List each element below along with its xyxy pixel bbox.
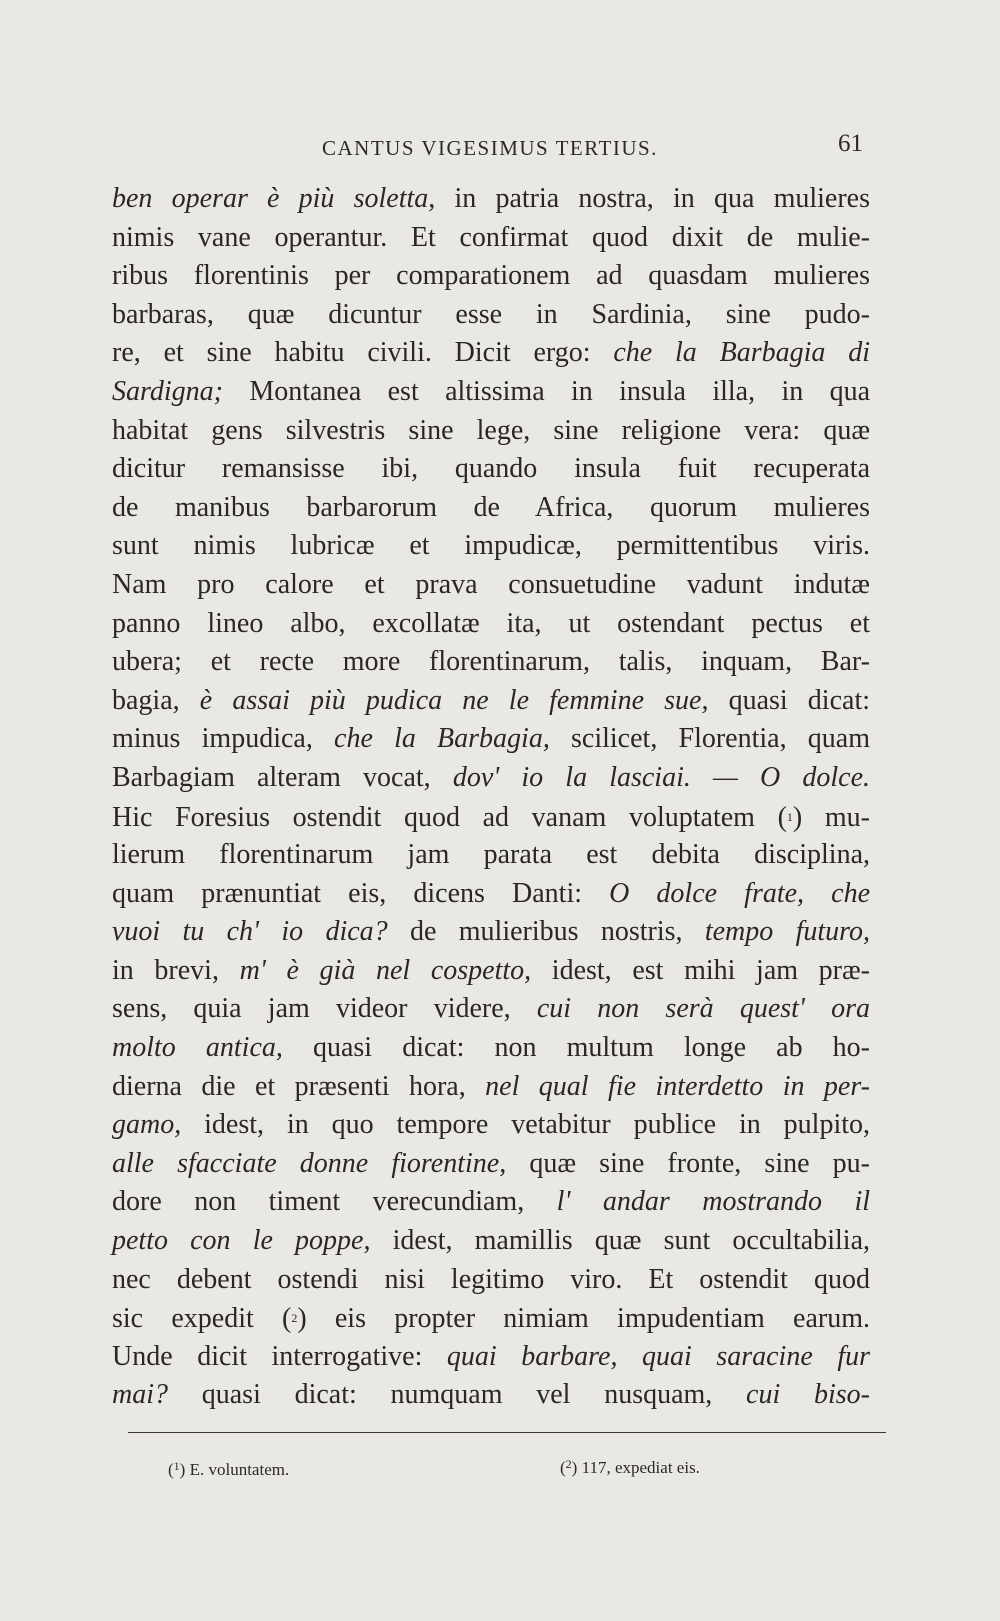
footnote-ref: 1 xyxy=(786,809,793,824)
footnote-2-mark: 2 xyxy=(565,1457,572,1471)
running-head xyxy=(0,130,1000,170)
italic-quote: m' è già nel cospetto, xyxy=(239,954,532,986)
text-line xyxy=(112,489,870,528)
text-run: ) eis propter nimiam impudentiam earum. xyxy=(297,1303,871,1335)
body-text xyxy=(112,180,870,1415)
text-run: quam prænuntiat eis, dicens Danti: xyxy=(112,877,610,909)
italic-quote: vuoi tu ch' io dica? xyxy=(112,916,388,948)
text-run: panno lineo albo, excollatæ ita, ut ostendant pectus et xyxy=(112,607,870,639)
italic-quote: tempo futuro, xyxy=(704,916,871,948)
italic-quote: che la Barbagia, xyxy=(334,723,550,755)
text-line xyxy=(112,527,870,566)
text-line xyxy=(112,219,870,258)
text-run: de manibus barbarorum de Africa, quorum mulieres xyxy=(112,491,870,523)
text-run: nec debent ostendi nisi legitimo viro. Et ostendit quod xyxy=(112,1263,870,1295)
text-line xyxy=(112,180,870,219)
text-run: ) mu- xyxy=(792,801,870,833)
text-line xyxy=(112,1106,870,1145)
text-run: ubera; et recte more florentinarum, talis, inquam, Bar- xyxy=(112,646,870,678)
text-run: dicitur remansisse ibi, quando insula fuit recuperata xyxy=(112,453,870,485)
text-run: lierum florentinarum jam parata est debita disciplina, xyxy=(112,839,870,871)
text-line xyxy=(112,450,870,489)
text-line xyxy=(112,990,870,1029)
text-line xyxy=(112,1376,870,1415)
text-line xyxy=(112,682,870,721)
text-run: scilicet, Florentia, quam xyxy=(549,723,870,755)
running-head-title: CANTUS VIGESIMUS TERTIUS. xyxy=(322,136,658,160)
text-line xyxy=(112,875,870,914)
text-run: sunt nimis lubricæ et impudicæ, permittentibus viris. xyxy=(112,530,870,562)
text-run: in patria nostra, in qua mulieres xyxy=(435,183,870,214)
text-run: de mulieribus nostris, xyxy=(387,916,705,948)
italic-quote: è assai più pudica ne le femmine sue, xyxy=(199,684,709,716)
italic-quote: nel qual fie interdetto in per- xyxy=(485,1070,870,1102)
italic-quote: molto antica, xyxy=(112,1032,283,1064)
italic-quote: Sardigna; xyxy=(112,375,223,407)
text-line xyxy=(112,836,870,875)
text-run: quasi dicat: non multum longe ab ho- xyxy=(282,1032,870,1064)
text-run: dore non timent verecundiam, xyxy=(112,1186,557,1218)
text-run: idest, in quo tempore vetabitur publice in pulpito, xyxy=(181,1109,870,1141)
text-run: re, et sine habitu civili. Dicit ergo: xyxy=(112,337,614,369)
text-line xyxy=(112,373,870,412)
footnote-rule xyxy=(128,1432,886,1433)
text-run: sic expedit ( xyxy=(112,1303,292,1335)
text-run: quasi dicat: xyxy=(708,684,870,716)
text-run: bagia, xyxy=(112,684,200,716)
footnote-1: ($^1$) E. voluntatem. xyxy=(168,1459,290,1479)
italic-quote: dov' io la lasciai. — O dolce. xyxy=(452,761,871,793)
text-line xyxy=(112,1145,870,1184)
text-run: ribus florentinis per comparationem ad quasdam mulieres xyxy=(112,260,870,292)
italic-quote: quai barbare, quai saracine fur xyxy=(446,1340,870,1372)
text-run: Barbagiam alteram vocat, xyxy=(112,761,453,793)
italic-quote: cui non serà quest' ora xyxy=(536,993,871,1025)
page-number: 61 xyxy=(838,130,863,157)
text-line xyxy=(112,720,870,759)
italic-quote: ben operar è più soletta, xyxy=(112,183,436,214)
italic-quote: l' andar mostrando il xyxy=(556,1186,871,1218)
text-run: dierna die et præsenti hora, xyxy=(112,1070,486,1102)
text-run: Nam pro calore et prava consuetudine vadunt indutæ xyxy=(112,568,870,600)
italic-quote: alle sfacciate donne fiorentine, xyxy=(112,1147,507,1179)
text-run: idest, est mihi jam præ- xyxy=(531,954,871,986)
text-line xyxy=(112,1261,870,1300)
text-line xyxy=(112,1029,870,1068)
italic-quote: mai? xyxy=(112,1379,168,1411)
text-line xyxy=(112,605,870,644)
footnote-1-text: E. voluntatem. xyxy=(185,1460,290,1479)
footnote-ref: 2 xyxy=(291,1311,298,1326)
footnote-2-text: 117, expediat eis. xyxy=(577,1458,700,1477)
text-line xyxy=(112,913,870,952)
text-run: Montanea est altissima in insula illa, in qua xyxy=(222,375,870,407)
text-run: quasi dicat: numquam vel nusquam, xyxy=(168,1379,747,1411)
text-run: minus impudica, xyxy=(112,723,335,755)
text-line xyxy=(112,296,870,335)
text-run: quæ sine fronte, sine pu- xyxy=(506,1147,870,1179)
footnote-1-mark: 1 xyxy=(173,1459,180,1473)
text-line xyxy=(112,1183,870,1222)
text-run: Unde dicit interrogative: xyxy=(112,1340,447,1372)
italic-quote: gamo, xyxy=(112,1109,182,1141)
text-line xyxy=(112,412,870,451)
text-line xyxy=(112,1338,870,1377)
text-run: barbaras, quæ dicuntur esse in Sardinia, sine pudo- xyxy=(112,298,870,330)
text-line xyxy=(112,1222,870,1261)
footnote-2: ($^2$) 117, expediat eis. xyxy=(560,1457,700,1477)
text-line xyxy=(112,566,870,605)
text-line xyxy=(112,643,870,682)
text-line xyxy=(112,257,870,296)
text-line xyxy=(112,334,870,373)
text-line xyxy=(112,798,870,837)
text-run: Hic Foresius ostendit quod ad vanam voluptatem ( xyxy=(112,801,787,833)
italic-quote: che la Barbagia di xyxy=(613,337,870,369)
text-line xyxy=(112,1068,870,1107)
text-run: habitat gens silvestris sine lege, sine religione vera: quæ xyxy=(112,414,870,446)
italic-quote: petto con le poppe, xyxy=(112,1225,371,1257)
text-line xyxy=(112,1299,870,1338)
italic-quote: O dolce frate, che xyxy=(609,877,871,909)
text-run: nimis vane operantur. Et confirmat quod dixit de mulie- xyxy=(112,221,870,253)
text-line xyxy=(112,952,870,991)
text-run: idest, mamillis quæ sunt occultabilia, xyxy=(370,1225,870,1257)
text-line xyxy=(112,759,870,798)
italic-quote: cui biso- xyxy=(746,1379,870,1411)
text-run: sens, quia jam videor videre, xyxy=(112,993,537,1025)
text-run: in brevi, xyxy=(112,954,240,986)
